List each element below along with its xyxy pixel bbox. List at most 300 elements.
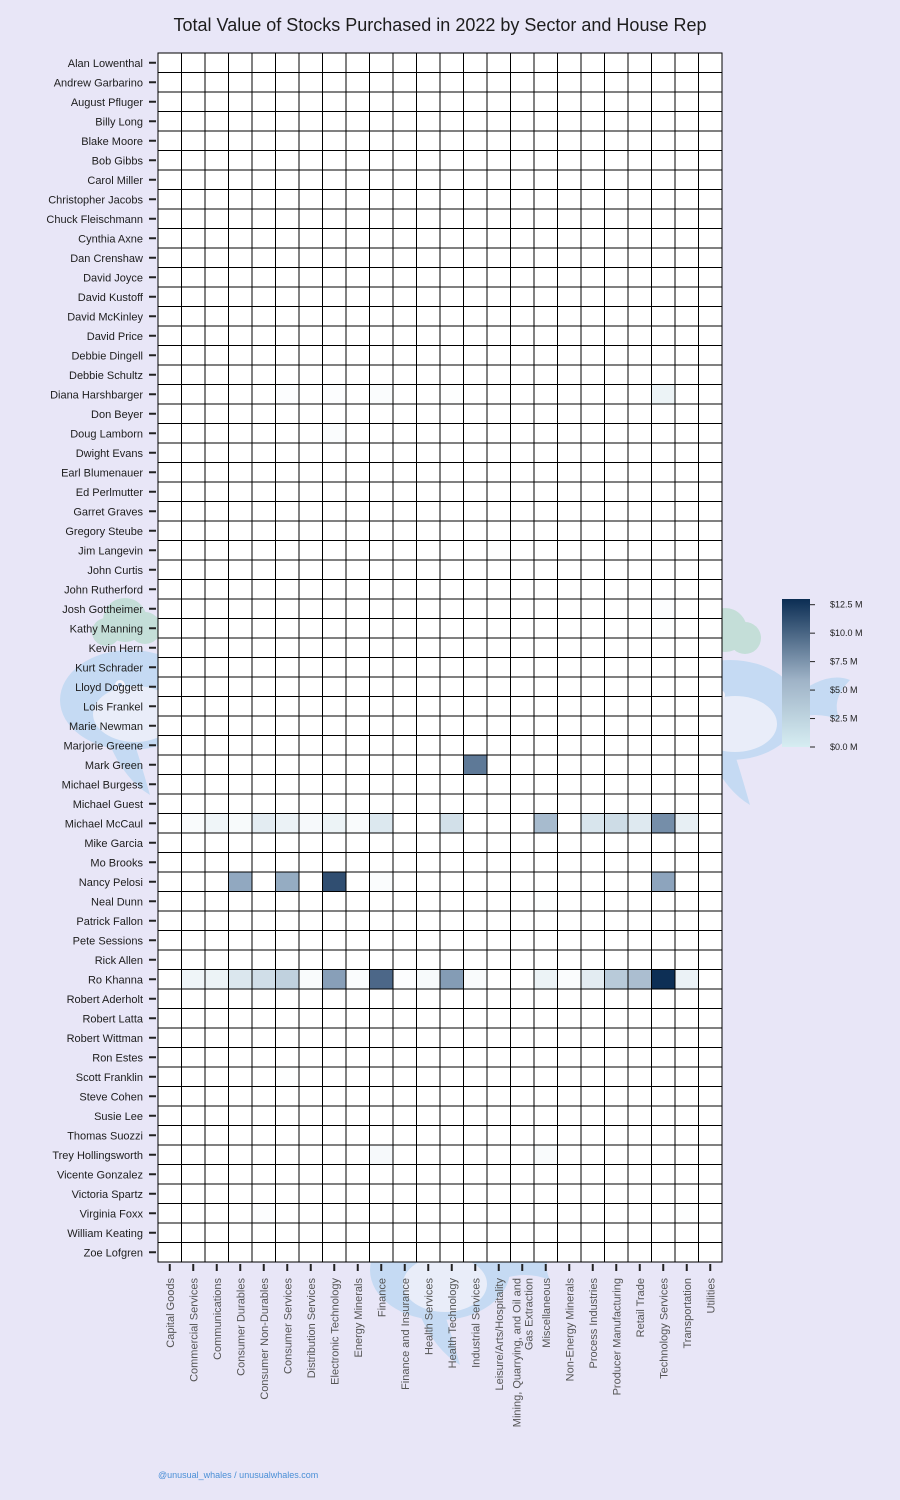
heatmap-cell — [605, 697, 629, 717]
heatmap-cell — [675, 1204, 699, 1224]
heatmap-cell — [158, 872, 182, 892]
heatmap-cell — [417, 872, 441, 892]
heatmap-cell — [581, 502, 605, 522]
heatmap-cell — [511, 482, 535, 502]
heatmap-cell — [393, 1067, 417, 1087]
row-label: John Curtis — [87, 564, 143, 577]
heatmap-cell — [393, 1145, 417, 1165]
heatmap-cell — [652, 755, 676, 775]
heatmap-cell — [534, 1204, 558, 1224]
heatmap-cell — [652, 911, 676, 931]
heatmap-cell — [346, 716, 370, 736]
heatmap-cell — [158, 1106, 182, 1126]
heatmap-cell — [299, 560, 323, 580]
heatmap-cell — [276, 1223, 300, 1243]
heatmap-cell — [299, 268, 323, 288]
heatmap-cell — [182, 365, 206, 385]
heatmap-cell — [323, 326, 347, 346]
heatmap-cell — [346, 1106, 370, 1126]
heatmap-cell — [370, 989, 394, 1009]
heatmap-cell — [346, 755, 370, 775]
heatmap-cell — [205, 658, 229, 678]
heatmap-cell — [558, 1223, 582, 1243]
heatmap-cell — [205, 1126, 229, 1146]
heatmap-cell — [323, 112, 347, 132]
heatmap-cell — [699, 794, 723, 814]
heatmap-cell — [252, 853, 276, 873]
heatmap-cell — [229, 73, 253, 93]
heatmap-cell — [581, 599, 605, 619]
heatmap-cell — [487, 1145, 511, 1165]
heatmap-cell — [299, 892, 323, 912]
heatmap-cell — [252, 1184, 276, 1204]
heatmap-cell — [158, 677, 182, 697]
heatmap-cell — [628, 404, 652, 424]
heatmap-cell — [370, 775, 394, 795]
column-label: Industrial Services — [470, 1278, 483, 1368]
heatmap-cell — [158, 970, 182, 990]
heatmap-cell — [628, 931, 652, 951]
heatmap-cell — [699, 502, 723, 522]
heatmap-cell — [370, 151, 394, 171]
heatmap-cell — [205, 619, 229, 639]
heatmap-cell — [417, 580, 441, 600]
heatmap-cell — [652, 404, 676, 424]
row-label: David Joyce — [83, 272, 143, 285]
heatmap-cell — [558, 248, 582, 268]
row-label: Chuck Fleischmann — [46, 213, 143, 226]
heatmap-cell — [558, 892, 582, 912]
heatmap-cell — [605, 424, 629, 444]
heatmap-cell — [699, 638, 723, 658]
heatmap-cell — [299, 580, 323, 600]
heatmap-cell — [370, 1067, 394, 1087]
heatmap-cell — [417, 53, 441, 73]
row-label: Jim Langevin — [78, 545, 143, 558]
heatmap-cell — [182, 619, 206, 639]
heatmap-cell — [205, 346, 229, 366]
column-label: Commercial Services — [188, 1278, 201, 1382]
heatmap-cell — [487, 716, 511, 736]
heatmap-cell — [440, 209, 464, 229]
heatmap-cell — [346, 911, 370, 931]
heatmap-cell — [346, 814, 370, 834]
heatmap-cell — [205, 599, 229, 619]
heatmap-cell — [487, 775, 511, 795]
heatmap-cell — [675, 1028, 699, 1048]
heatmap-cell — [299, 502, 323, 522]
heatmap-cell — [534, 1067, 558, 1087]
heatmap-cell — [346, 443, 370, 463]
heatmap-cell — [534, 560, 558, 580]
heatmap-cell — [675, 619, 699, 639]
heatmap-cell — [252, 287, 276, 307]
heatmap-cell — [252, 229, 276, 249]
heatmap-cell — [158, 502, 182, 522]
heatmap-cell — [299, 463, 323, 483]
column-label: Consumer Services — [282, 1278, 295, 1374]
row-label: Dan Crenshaw — [70, 252, 143, 265]
row-label: Blake Moore — [81, 135, 143, 148]
row-label: Ro Khanna — [87, 974, 143, 987]
heatmap-cell — [628, 92, 652, 112]
heatmap-cell — [417, 190, 441, 210]
heatmap-cell — [417, 599, 441, 619]
heatmap-cell — [464, 541, 488, 561]
heatmap-cell — [393, 911, 417, 931]
heatmap-cell — [323, 287, 347, 307]
heatmap-cell — [558, 697, 582, 717]
heatmap-cell — [276, 521, 300, 541]
row-label: Dwight Evans — [75, 447, 143, 460]
heatmap-cell — [558, 1145, 582, 1165]
heatmap-cell — [581, 1184, 605, 1204]
heatmap-cell — [299, 1204, 323, 1224]
row-label: Andrew Garbarino — [53, 77, 143, 90]
heatmap-cell — [229, 911, 253, 931]
row-label: Kurt Schrader — [75, 662, 143, 675]
heatmap-cell — [276, 970, 300, 990]
heatmap-cell — [323, 619, 347, 639]
heatmap-cell — [464, 190, 488, 210]
heatmap-cell — [205, 1048, 229, 1068]
heatmap-cell — [346, 170, 370, 190]
heatmap-cell — [393, 541, 417, 561]
heatmap-cell — [182, 892, 206, 912]
heatmap-cell — [605, 268, 629, 288]
heatmap-cell — [628, 502, 652, 522]
heatmap-cell — [511, 1048, 535, 1068]
row-label: Marie Newman — [69, 720, 143, 733]
colorbar-gradient — [782, 599, 810, 747]
heatmap-cell — [393, 521, 417, 541]
heatmap-cell — [534, 794, 558, 814]
heatmap-cell — [346, 287, 370, 307]
row-label: Vicente Gonzalez — [56, 1169, 143, 1182]
heatmap-cell — [652, 131, 676, 151]
heatmap-cell — [229, 892, 253, 912]
heatmap-cell — [370, 131, 394, 151]
heatmap-cell — [440, 619, 464, 639]
heatmap-cell — [511, 151, 535, 171]
heatmap-cell — [558, 1028, 582, 1048]
heatmap-cell — [605, 716, 629, 736]
heatmap-cell — [440, 970, 464, 990]
heatmap-cell — [158, 1223, 182, 1243]
heatmap-cell — [440, 716, 464, 736]
heatmap-cell — [675, 970, 699, 990]
heatmap-cell — [205, 521, 229, 541]
heatmap-cell — [652, 716, 676, 736]
heatmap-cell — [464, 736, 488, 756]
heatmap-cell — [370, 92, 394, 112]
heatmap-cell — [252, 346, 276, 366]
heatmap-cell — [605, 541, 629, 561]
heatmap-cell — [440, 638, 464, 658]
heatmap-cell — [628, 989, 652, 1009]
heatmap-cell — [393, 151, 417, 171]
heatmap-cell — [370, 853, 394, 873]
heatmap-cell — [229, 209, 253, 229]
heatmap-cell — [652, 1048, 676, 1068]
heatmap-cell — [252, 404, 276, 424]
heatmap-cell — [581, 814, 605, 834]
heatmap-cell — [534, 911, 558, 931]
heatmap-cell — [464, 716, 488, 736]
heatmap-cell — [652, 970, 676, 990]
heatmap-cell — [464, 1243, 488, 1263]
heatmap-cell — [158, 1204, 182, 1224]
heatmap-cell — [487, 365, 511, 385]
heatmap-cell — [699, 560, 723, 580]
heatmap-cell — [393, 404, 417, 424]
heatmap-cell — [511, 794, 535, 814]
heatmap-cell — [182, 989, 206, 1009]
heatmap-cell — [417, 970, 441, 990]
heatmap-cell — [440, 872, 464, 892]
heatmap-cell — [581, 73, 605, 93]
heatmap-cell — [158, 950, 182, 970]
heatmap-cell — [440, 248, 464, 268]
heatmap-cell — [182, 736, 206, 756]
heatmap-cell — [346, 775, 370, 795]
heatmap-cell — [323, 541, 347, 561]
heatmap-cell — [182, 775, 206, 795]
heatmap-cell — [252, 463, 276, 483]
heatmap-cell — [393, 1048, 417, 1068]
heatmap-cell — [323, 638, 347, 658]
heatmap-cell — [699, 1009, 723, 1029]
heatmap-cell — [346, 970, 370, 990]
heatmap-cell — [628, 599, 652, 619]
heatmap-cell — [229, 814, 253, 834]
heatmap-cell — [229, 755, 253, 775]
colorbar-tick-label: $7.5 M — [830, 656, 858, 667]
heatmap-cell — [440, 385, 464, 405]
heatmap-cell — [699, 170, 723, 190]
heatmap-cell — [252, 502, 276, 522]
heatmap-cell — [558, 677, 582, 697]
heatmap-cell — [558, 424, 582, 444]
heatmap-cell — [534, 931, 558, 951]
row-label: Diana Harshbarger — [50, 389, 143, 402]
heatmap-cell — [393, 814, 417, 834]
heatmap-cells — [158, 53, 722, 1262]
heatmap-cell — [276, 307, 300, 327]
heatmap-cell — [370, 872, 394, 892]
heatmap-cell — [252, 833, 276, 853]
heatmap-cell — [534, 892, 558, 912]
heatmap-cell — [628, 53, 652, 73]
heatmap-cell — [252, 209, 276, 229]
heatmap-cell — [558, 268, 582, 288]
heatmap-cell — [417, 619, 441, 639]
heatmap-cell — [628, 131, 652, 151]
heatmap-cell — [558, 151, 582, 171]
heatmap-cell — [229, 1067, 253, 1087]
heatmap-cell — [229, 307, 253, 327]
heatmap-cell — [511, 989, 535, 1009]
heatmap-cell — [652, 424, 676, 444]
heatmap-cell — [252, 521, 276, 541]
heatmap-cell — [229, 326, 253, 346]
heatmap-cell — [464, 268, 488, 288]
heatmap-cell — [299, 385, 323, 405]
heatmap-cell — [511, 268, 535, 288]
heatmap-cell — [276, 248, 300, 268]
row-label: Virginia Foxx — [79, 1208, 143, 1221]
heatmap-cell — [440, 346, 464, 366]
heatmap-cell — [323, 482, 347, 502]
heatmap-cell — [511, 716, 535, 736]
heatmap-cell — [229, 170, 253, 190]
heatmap-cell — [652, 1087, 676, 1107]
heatmap-cell — [393, 677, 417, 697]
heatmap-cell — [229, 53, 253, 73]
heatmap-cell — [323, 1067, 347, 1087]
heatmap-cell — [323, 677, 347, 697]
heatmap-cell — [487, 1009, 511, 1029]
heatmap-cell — [558, 1067, 582, 1087]
heatmap-cell — [346, 326, 370, 346]
heatmap-cell — [652, 151, 676, 171]
heatmap-cell — [558, 1126, 582, 1146]
heatmap-cell — [299, 1048, 323, 1068]
heatmap-cell — [182, 911, 206, 931]
heatmap-cell — [299, 365, 323, 385]
heatmap-cell — [464, 229, 488, 249]
heatmap-cell — [652, 53, 676, 73]
heatmap-cell — [464, 463, 488, 483]
heatmap-cell — [605, 229, 629, 249]
heatmap-cell — [675, 853, 699, 873]
heatmap-cell — [370, 385, 394, 405]
heatmap-cell — [205, 482, 229, 502]
heatmap-cell — [370, 1048, 394, 1068]
heatmap-cell — [182, 73, 206, 93]
heatmap-cell — [440, 53, 464, 73]
heatmap-cell — [276, 502, 300, 522]
colorbar-tick-label: $10.0 M — [830, 628, 863, 639]
heatmap-cell — [511, 950, 535, 970]
row-label: August Pfluger — [70, 96, 143, 109]
heatmap-cell — [205, 229, 229, 249]
heatmap-cell — [370, 970, 394, 990]
heatmap-cell — [534, 580, 558, 600]
heatmap-cell — [699, 1165, 723, 1185]
heatmap-cell — [393, 833, 417, 853]
heatmap-cell — [346, 346, 370, 366]
heatmap-cell — [581, 872, 605, 892]
heatmap-cell — [464, 619, 488, 639]
heatmap-cell — [628, 833, 652, 853]
heatmap-cell — [323, 697, 347, 717]
heatmap-cell — [464, 599, 488, 619]
heatmap-cell — [699, 248, 723, 268]
heatmap-cell — [252, 1028, 276, 1048]
heatmap-cell — [464, 151, 488, 171]
heatmap-cell — [581, 521, 605, 541]
heatmap-cell — [487, 1106, 511, 1126]
heatmap-cell — [511, 1009, 535, 1029]
heatmap-cell — [534, 716, 558, 736]
heatmap-cell — [205, 1009, 229, 1029]
heatmap-cell — [393, 1028, 417, 1048]
heatmap-cell — [158, 404, 182, 424]
heatmap-cell — [276, 365, 300, 385]
heatmap-cell — [534, 346, 558, 366]
heatmap-cell — [252, 541, 276, 561]
heatmap-cell — [511, 658, 535, 678]
heatmap-cell — [652, 1028, 676, 1048]
heatmap-cell — [323, 970, 347, 990]
heatmap-cell — [581, 326, 605, 346]
heatmap-cell — [158, 131, 182, 151]
heatmap-cell — [417, 170, 441, 190]
heatmap-cell — [511, 755, 535, 775]
heatmap-cell — [182, 112, 206, 132]
heatmap-cell — [205, 190, 229, 210]
heatmap-cell — [205, 151, 229, 171]
heatmap-cell — [417, 736, 441, 756]
heatmap-cell — [511, 1223, 535, 1243]
heatmap-cell — [182, 482, 206, 502]
heatmap-cell — [675, 755, 699, 775]
heatmap-cell — [699, 1243, 723, 1263]
heatmap-cell — [182, 443, 206, 463]
row-label: Gregory Steube — [65, 525, 143, 538]
heatmap-cell — [299, 1028, 323, 1048]
heatmap-cell — [182, 755, 206, 775]
heatmap-cell — [158, 1165, 182, 1185]
row-label: Steve Cohen — [79, 1091, 143, 1104]
heatmap-cell — [558, 638, 582, 658]
heatmap-cell — [675, 53, 699, 73]
heatmap-cell — [534, 755, 558, 775]
heatmap-cell — [158, 755, 182, 775]
row-label: Mark Green — [84, 759, 143, 772]
row-label: Zoe Lofgren — [83, 1247, 143, 1260]
heatmap-cell — [464, 1204, 488, 1224]
heatmap-cell — [675, 1243, 699, 1263]
heatmap-cell — [346, 872, 370, 892]
heatmap-cell — [393, 463, 417, 483]
heatmap-cell — [511, 1028, 535, 1048]
heatmap-cell — [182, 92, 206, 112]
heatmap-cell — [558, 580, 582, 600]
heatmap-cell — [558, 287, 582, 307]
heatmap-cell — [534, 658, 558, 678]
column-label: Distribution Services — [305, 1278, 318, 1379]
heatmap-cell — [534, 1145, 558, 1165]
heatmap-cell — [229, 1126, 253, 1146]
row-label: Kathy Manning — [69, 623, 143, 636]
heatmap-cell — [605, 287, 629, 307]
heatmap-cell — [299, 1087, 323, 1107]
heatmap-cell — [534, 307, 558, 327]
heatmap-cell — [299, 73, 323, 93]
heatmap-cell — [487, 794, 511, 814]
heatmap-cell — [558, 950, 582, 970]
heatmap-cell — [370, 560, 394, 580]
heatmap-cell — [581, 53, 605, 73]
heatmap-cell — [417, 112, 441, 132]
heatmap-cell — [652, 170, 676, 190]
heatmap-cell — [487, 853, 511, 873]
heatmap-cell — [417, 1243, 441, 1263]
heatmap-cell — [534, 677, 558, 697]
heatmap-cell — [440, 794, 464, 814]
